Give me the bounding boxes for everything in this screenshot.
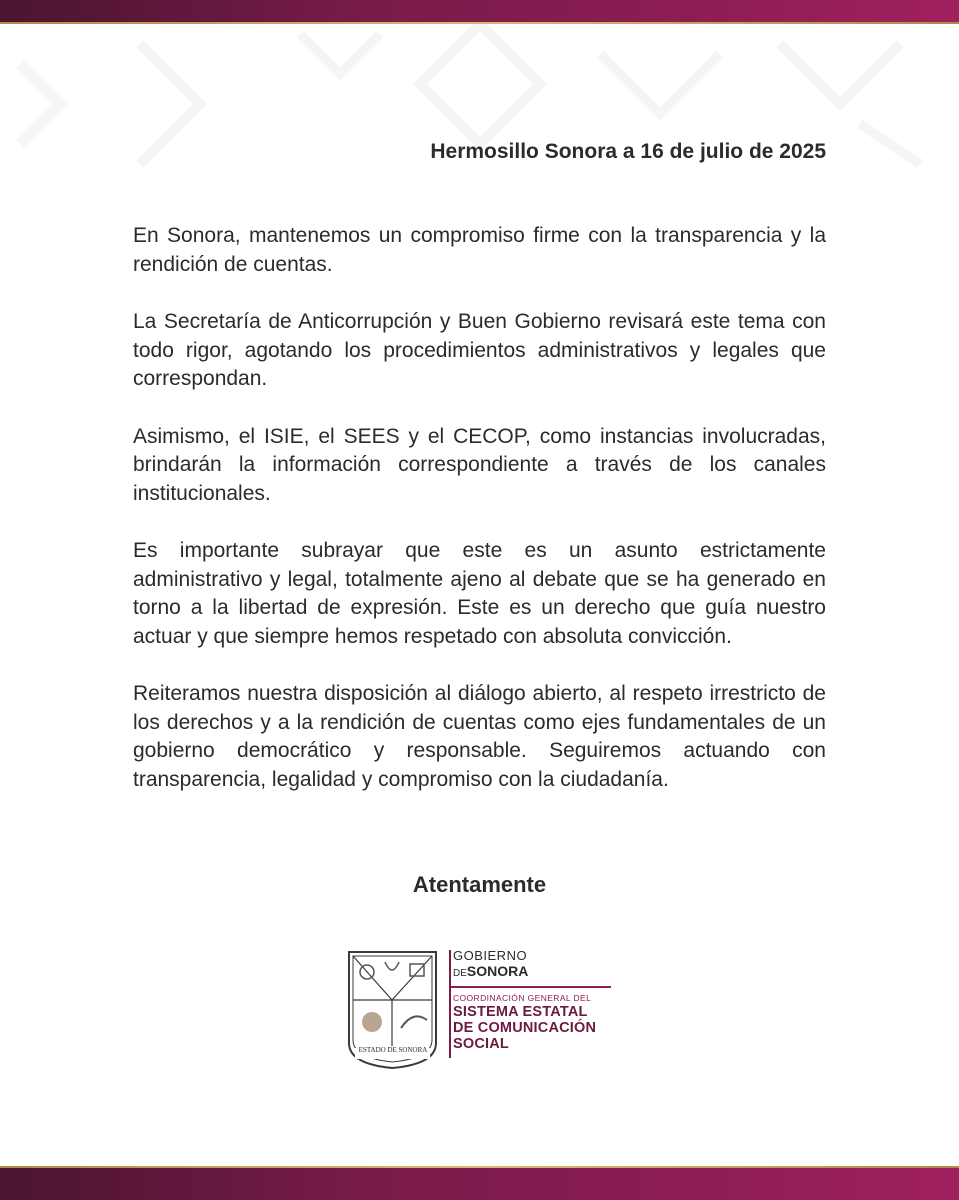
- government-logo: [345, 948, 625, 1070]
- paragraph: En Sonora, mantenemos un compromiso firme con la transparencia y la rendición de cuentas.: [133, 224, 826, 276]
- paragraph: La Secretaría de Anticorrupción y Buen Gobierno revisará este tema con todo rigor, agotando los procedimientos administrativos y legales que correspondan.: [133, 310, 826, 390]
- paragraph: Asimismo, el ISIE, el SEES y el CECOP, como instancias involucradas, brindarán la información correspondiente a través de los canales institucionales.: [133, 424, 826, 505]
- sistema-line-2: DE COMUNICACIÓN: [453, 1020, 597, 1036]
- logo-rule: [451, 986, 611, 988]
- shield-caption: ESTADO DE SONORA: [358, 1046, 428, 1054]
- coordinacion-text: COORDINACIÓN GENERAL DEL: [453, 993, 592, 1003]
- sistema-line-3: SOCIAL: [453, 1036, 509, 1052]
- de-sonora-text: DESONORA: [453, 963, 529, 979]
- date-line: Hermosillo Sonora a 16 de julio de 2025: [430, 140, 826, 163]
- sistema-line-1: SISTEMA ESTATAL: [453, 1004, 588, 1020]
- closing-text: Atentamente: [412, 872, 547, 897]
- paragraph: Es importante subrayar que este es un asunto estrictamente administrativo y legal, totalmente ajeno al debate que se ha generado en torno a la libertad de expresión. Este es un derecho que guía nuestro actuar y que siempre hemos respetado con absoluta convicción.: [133, 539, 826, 648]
- bottom-band: [0, 1168, 959, 1200]
- top-band: [0, 0, 959, 22]
- letter-body: [133, 222, 826, 823]
- logo-text-block: [451, 948, 631, 1052]
- paragraph: Reiteramos nuestra disposición al diálogo abierto, al respeto irrestricto de los derechos y a la rendición de cuentas como ejes fundamentales de un gobierno democrático y responsable. Seguiremos actuando con transparencia, legalidad y compromiso con la ciudadanía.: [133, 682, 826, 791]
- gobierno-text: GOBIERNO: [453, 948, 528, 963]
